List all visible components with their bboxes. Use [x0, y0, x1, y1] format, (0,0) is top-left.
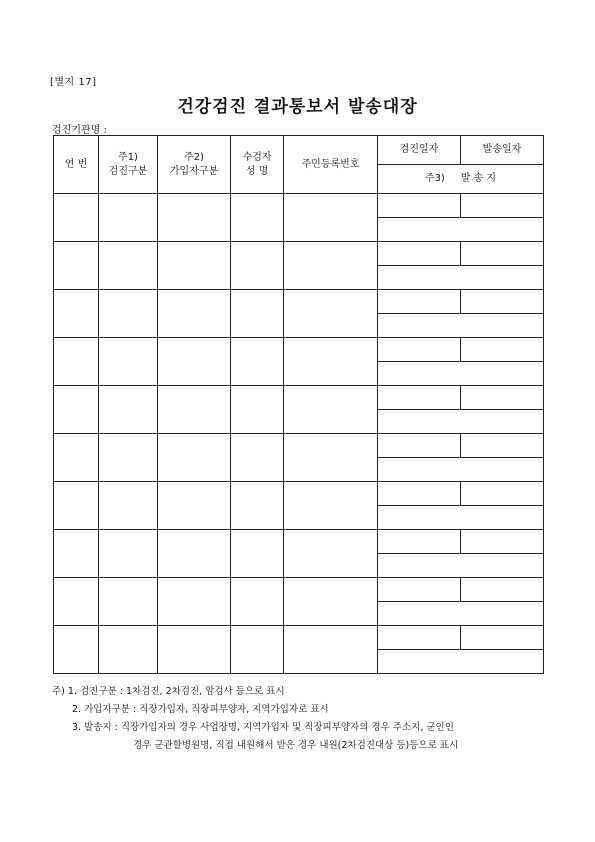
cell-member-type[interactable]: [158, 626, 231, 674]
cell-destination[interactable]: [378, 410, 544, 434]
cell-member-type[interactable]: [158, 530, 231, 578]
cell-recipient[interactable]: [231, 242, 284, 290]
header-serial: 연 번: [54, 136, 99, 194]
cell-send-date[interactable]: [461, 482, 544, 506]
cell-member-type[interactable]: [158, 242, 231, 290]
header-recipient-line1: 수검자: [242, 152, 272, 163]
cell-resident-no[interactable]: [284, 578, 378, 626]
cell-destination[interactable]: [378, 362, 544, 386]
cell-member-type[interactable]: [158, 338, 231, 386]
cell-serial[interactable]: [54, 290, 99, 338]
cell-exam-type[interactable]: [99, 434, 158, 482]
table-row: [54, 290, 544, 314]
cell-recipient[interactable]: [231, 482, 284, 530]
footnote-3: 3. 발송지 : 직장가입자의 경우 사업장명, 지역가입자 및 직장피부양자의 경우 주소지, 군인인: [72, 722, 454, 733]
ledger-table: [53, 135, 544, 674]
cell-resident-no[interactable]: [284, 194, 378, 242]
cell-recipient[interactable]: [231, 338, 284, 386]
cell-recipient[interactable]: [231, 386, 284, 434]
table-row: [54, 338, 544, 362]
cell-exam-date[interactable]: [378, 530, 461, 554]
cell-serial[interactable]: [54, 434, 99, 482]
cell-resident-no[interactable]: [284, 386, 378, 434]
cell-exam-type[interactable]: [99, 290, 158, 338]
cell-exam-date[interactable]: [378, 626, 461, 650]
cell-destination[interactable]: [378, 266, 544, 290]
cell-serial[interactable]: [54, 530, 99, 578]
table-row: [54, 482, 544, 506]
header-exam-type-note: 주1): [118, 152, 138, 163]
cell-exam-date[interactable]: [378, 482, 461, 506]
cell-member-type[interactable]: [158, 290, 231, 338]
cell-destination[interactable]: [378, 218, 544, 242]
header-member-type-note: 주2): [184, 152, 204, 163]
footnote-2: 2. 가입자구분 : 직장가입자, 직장피부양자, 지역가입자로 표시: [72, 704, 329, 715]
cell-destination[interactable]: [378, 650, 544, 674]
cell-serial[interactable]: [54, 626, 99, 674]
org-label: 검진기관명 :: [52, 125, 107, 136]
cell-exam-date[interactable]: [378, 290, 461, 314]
cell-recipient[interactable]: [231, 194, 284, 242]
cell-send-date[interactable]: [461, 434, 544, 458]
header-resident-no: 주민등록번호: [284, 136, 378, 194]
cell-resident-no[interactable]: [284, 530, 378, 578]
cell-exam-type[interactable]: [99, 242, 158, 290]
cell-send-date[interactable]: [461, 242, 544, 266]
form-number: [별지 17]: [50, 77, 97, 88]
cell-exam-type[interactable]: [99, 386, 158, 434]
footnotes: [52, 683, 552, 755]
cell-resident-no[interactable]: [284, 242, 378, 290]
cell-exam-type[interactable]: [99, 338, 158, 386]
table-row: [54, 194, 544, 218]
cell-exam-date[interactable]: [378, 242, 461, 266]
cell-exam-date[interactable]: [378, 578, 461, 602]
cell-send-date[interactable]: [461, 290, 544, 314]
cell-destination[interactable]: [378, 602, 544, 626]
cell-recipient[interactable]: [231, 530, 284, 578]
header-row: [54, 136, 544, 165]
cell-member-type[interactable]: [158, 386, 231, 434]
cell-exam-type[interactable]: [99, 530, 158, 578]
cell-resident-no[interactable]: [284, 290, 378, 338]
cell-exam-date[interactable]: [378, 194, 461, 218]
cell-serial[interactable]: [54, 338, 99, 386]
page-title: 건강검진 결과통보서 발송대장: [177, 97, 418, 117]
header-recipient: [231, 136, 284, 194]
cell-exam-type[interactable]: [99, 482, 158, 530]
cell-exam-date[interactable]: [378, 338, 461, 362]
table-row: [54, 626, 544, 650]
cell-resident-no[interactable]: [284, 482, 378, 530]
cell-send-date[interactable]: [461, 530, 544, 554]
header-exam-date: 검진일자: [378, 136, 461, 165]
cell-serial[interactable]: [54, 482, 99, 530]
cell-send-date[interactable]: [461, 338, 544, 362]
cell-member-type[interactable]: [158, 434, 231, 482]
cell-recipient[interactable]: [231, 434, 284, 482]
cell-member-type[interactable]: [158, 194, 231, 242]
table-row: [54, 242, 544, 266]
cell-resident-no[interactable]: [284, 338, 378, 386]
header-destination: [378, 165, 544, 194]
table-row: [54, 530, 544, 554]
cell-exam-type[interactable]: [99, 578, 158, 626]
table-row: [54, 386, 544, 410]
header-destination-label: 발 송 지: [460, 173, 497, 185]
header-exam-type-label: 검진구분: [108, 165, 148, 177]
cell-destination[interactable]: [378, 506, 544, 530]
footnote-prefix: 주): [52, 686, 65, 697]
cell-serial[interactable]: [54, 578, 99, 626]
footnote-1: 1. 검진구분 : 1차검진, 2차검진, 암검사 등으로 표시: [67, 686, 285, 697]
header-destination-note: 주3): [424, 173, 445, 185]
header-send-date: 발송일자: [461, 136, 544, 165]
cell-member-type[interactable]: [158, 578, 231, 626]
cell-exam-date[interactable]: [378, 434, 461, 458]
cell-destination[interactable]: [378, 554, 544, 578]
cell-destination[interactable]: [378, 458, 544, 482]
table-row: [54, 578, 544, 602]
cell-recipient[interactable]: [231, 578, 284, 626]
cell-serial[interactable]: [54, 386, 99, 434]
cell-resident-no[interactable]: [284, 626, 378, 674]
cell-send-date[interactable]: [461, 194, 544, 218]
cell-recipient[interactable]: [231, 290, 284, 338]
cell-exam-type[interactable]: [99, 194, 158, 242]
cell-member-type[interactable]: [158, 482, 231, 530]
header-exam-type: [99, 136, 158, 194]
cell-destination[interactable]: [378, 314, 544, 338]
table-row: [54, 434, 544, 458]
header-member-type-label: 가입자구분: [169, 165, 219, 177]
cell-exam-date[interactable]: [378, 386, 461, 410]
cell-serial[interactable]: [54, 242, 99, 290]
footnote-3-cont: 경우 군관할병원명, 직접 내원해서 받은 경우 내원(2차검진대상 등)등으로 표시: [133, 740, 459, 751]
cell-send-date[interactable]: [461, 578, 544, 602]
cell-send-date[interactable]: [461, 386, 544, 410]
header-recipient-line2: 성 명: [245, 165, 269, 177]
cell-exam-type[interactable]: [99, 626, 158, 674]
cell-serial[interactable]: [54, 194, 99, 242]
header-member-type: [158, 136, 231, 194]
cell-send-date[interactable]: [461, 626, 544, 650]
cell-resident-no[interactable]: [284, 434, 378, 482]
cell-recipient[interactable]: [231, 626, 284, 674]
